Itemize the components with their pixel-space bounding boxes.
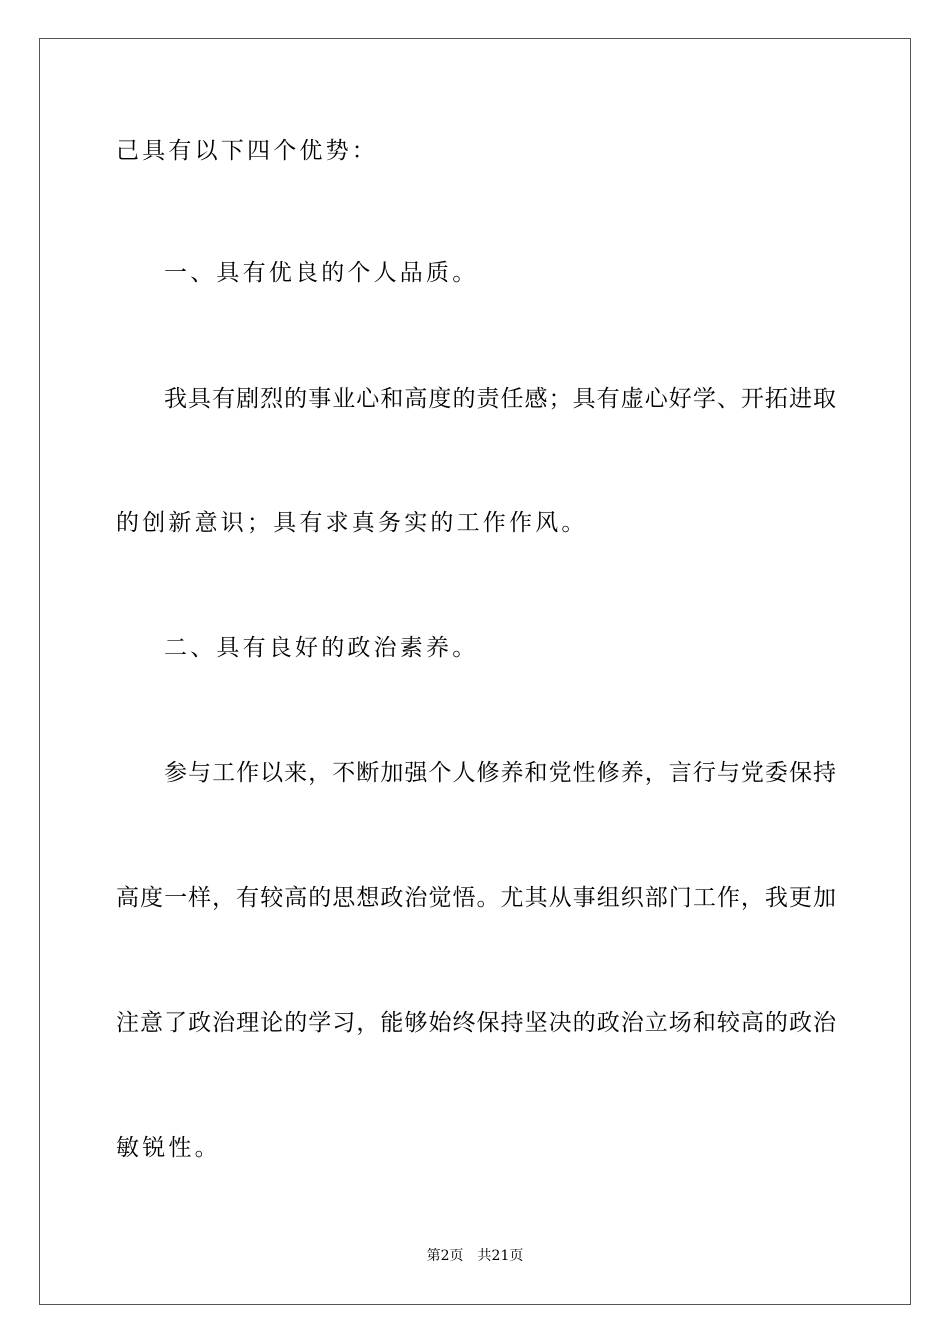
section-heading: 二、具有良好的政治素养。 — [164, 635, 479, 661]
total-pages: 共21页 — [477, 1248, 524, 1264]
body-text-line: 参与工作以来，不断加强个人修养和党性修养，言行与党委保持 — [164, 760, 836, 786]
page-number: 第2页 — [426, 1248, 464, 1264]
section-heading: 一、具有优良的个人品质。 — [164, 260, 479, 286]
body-text-line: 敏锐性。 — [116, 1135, 221, 1161]
body-text-line: 的创新意识；具有求真务实的工作作风。 — [116, 510, 588, 536]
body-text-line: 注意了政治理论的学习，能够始终保持坚决的政治立场和较高的政治 — [116, 1010, 836, 1036]
body-text-line: 我具有剧烈的事业心和高度的责任感；具有虚心好学、开拓进取 — [164, 386, 836, 412]
page-frame — [39, 38, 911, 1305]
body-text-line: 高度一样，有较高的思想政治觉悟。尤其从事组织部门工作，我更加 — [116, 885, 836, 911]
page-footer — [0, 1247, 950, 1265]
body-text-line: 己具有以下四个优势： — [116, 138, 378, 164]
